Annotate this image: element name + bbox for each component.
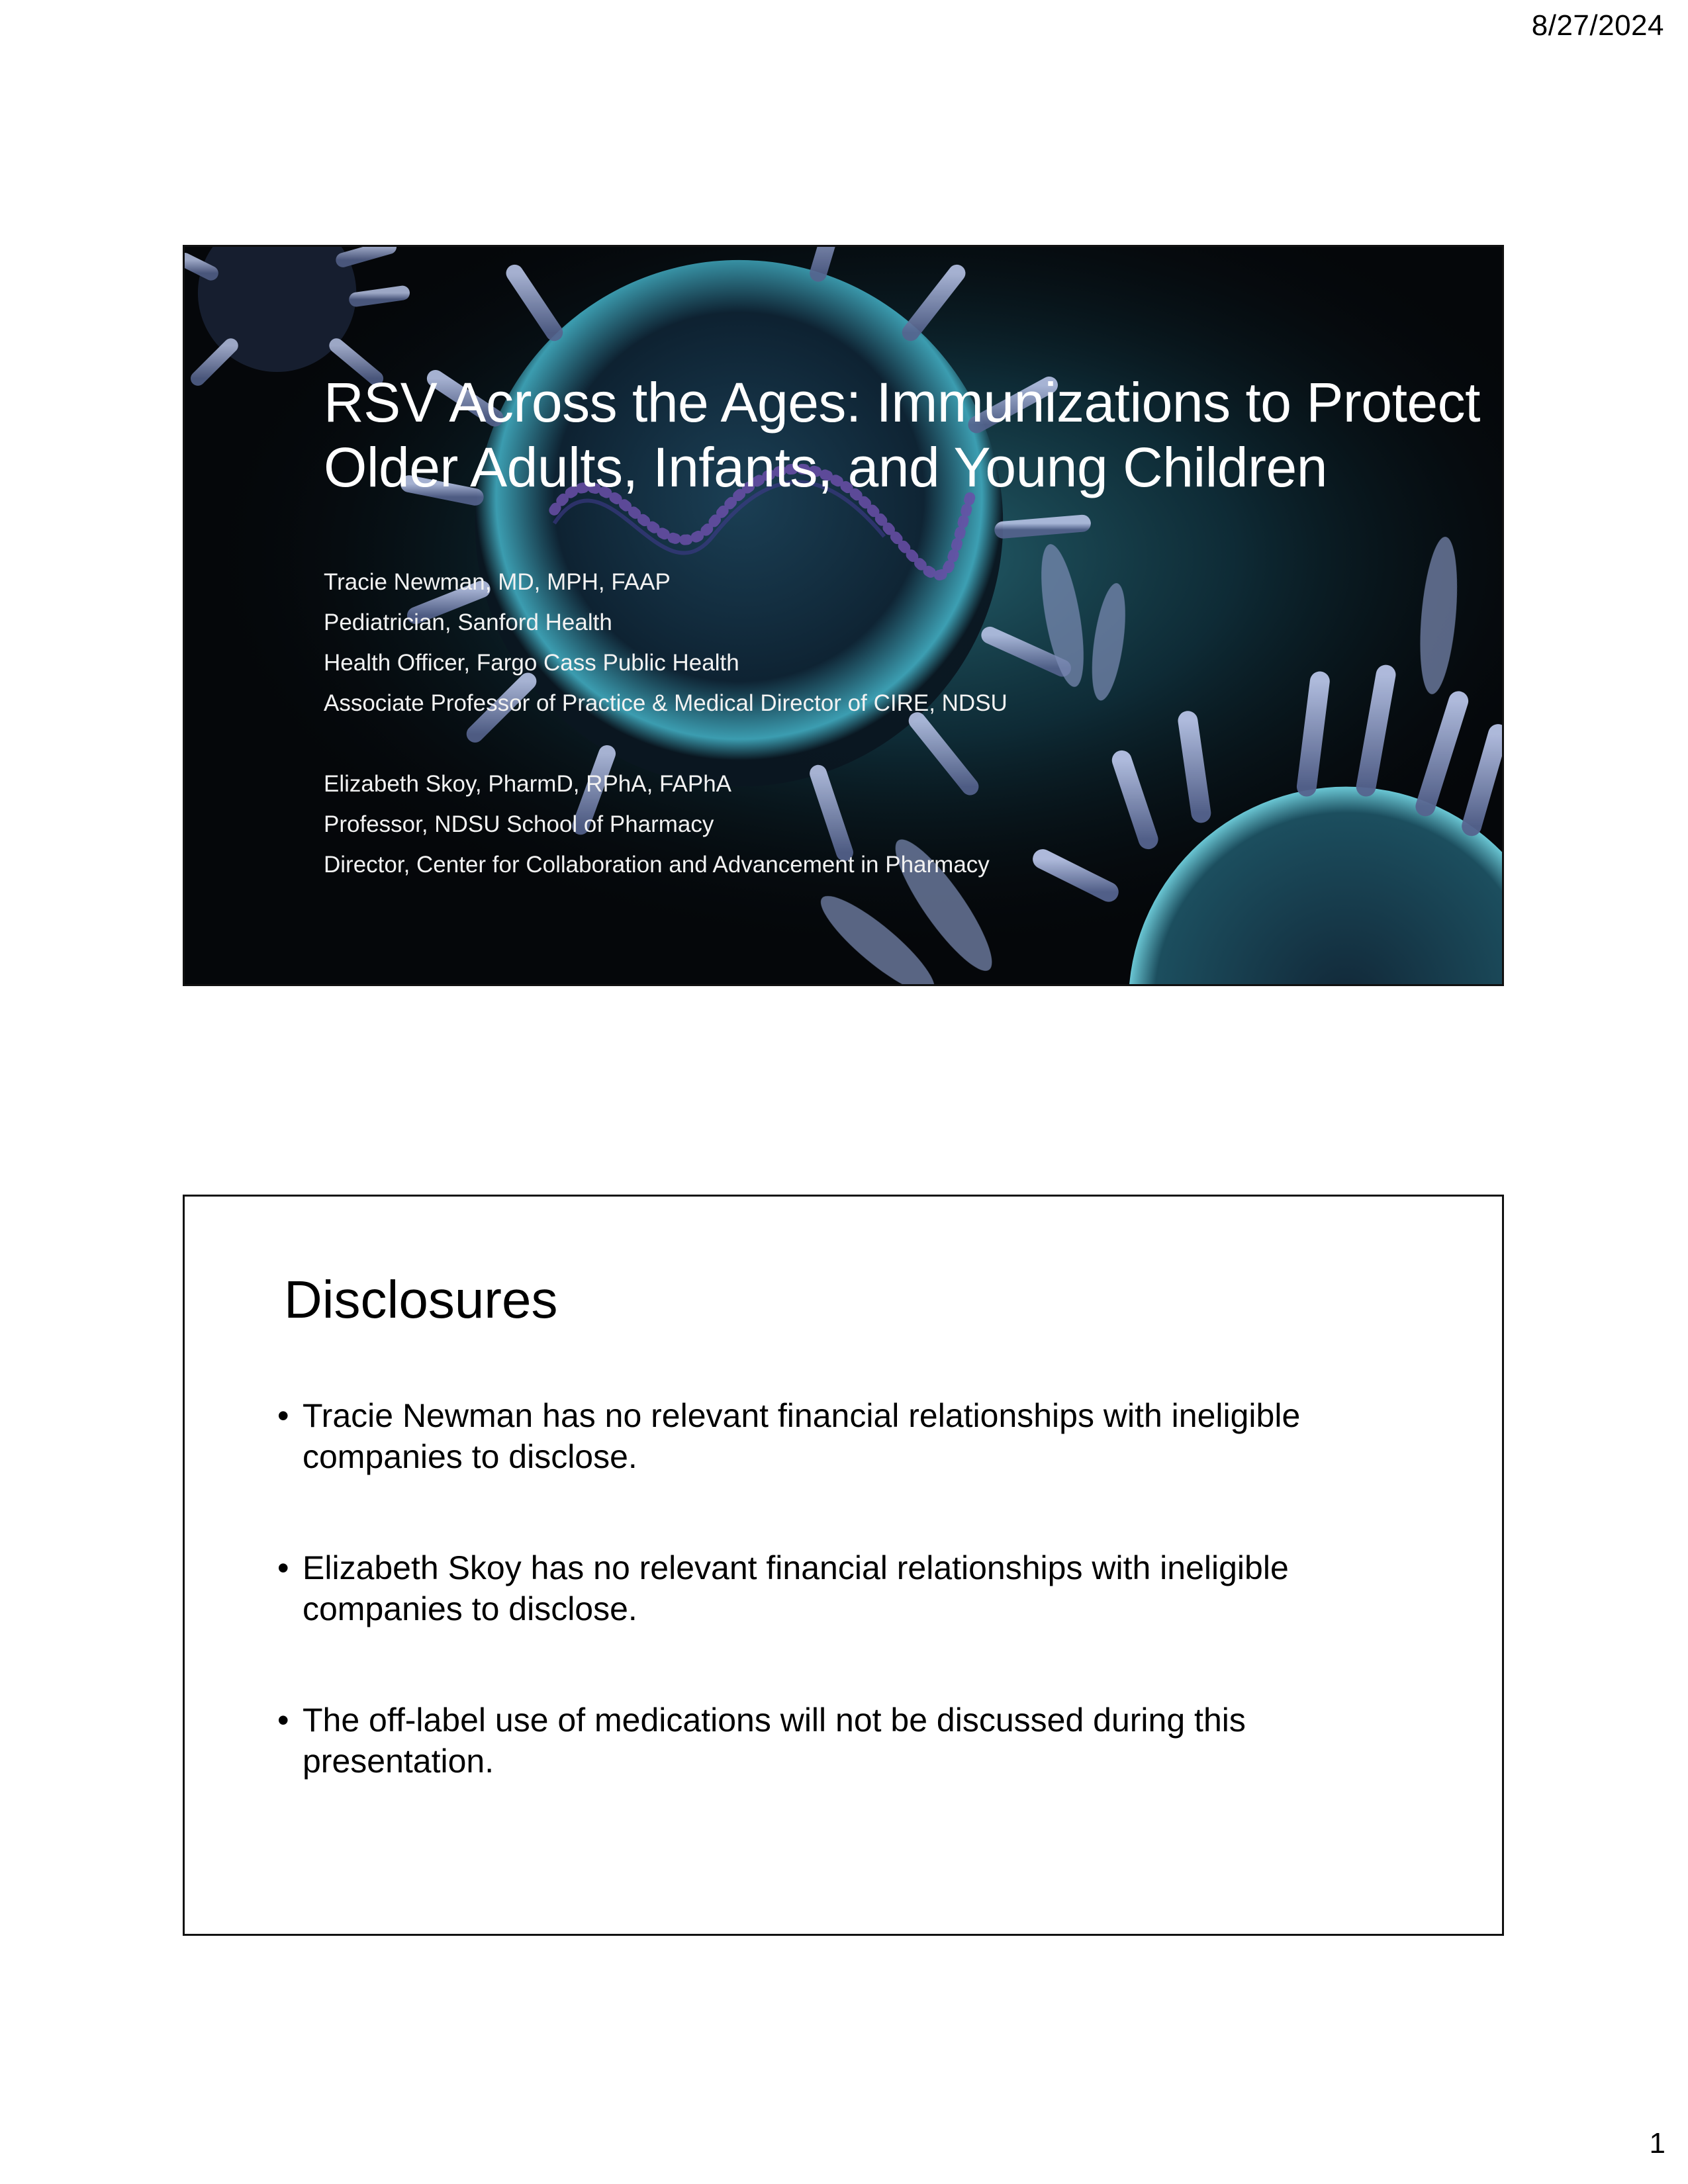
disclosure-text: Tracie Newman has no relevant financial relationships with ineligible companies to disclose. — [303, 1397, 1301, 1475]
presenter-2-role: Director, Center for Collaboration and Advancement in Pharmacy — [324, 852, 990, 878]
bullet-icon: • — [277, 1397, 289, 1434]
disclosures-heading: Disclosures — [284, 1270, 558, 1329]
disclosures-list — [277, 1395, 1403, 1852]
presenter-1-role: Health Officer, Fargo Cass Public Health — [324, 650, 739, 676]
page-date: 8/27/2024 — [1531, 9, 1664, 42]
presenter-2-role: Professor, NDSU School of Pharmacy — [324, 811, 714, 837]
presenter-list — [324, 562, 1008, 885]
page-number: 1 — [1649, 2127, 1665, 2160]
bullet-icon: • — [277, 1549, 289, 1586]
presenter-1-role: Associate Professor of Practice & Medical Director of CIRE, NDSU — [324, 690, 1008, 716]
slide-title — [324, 370, 1480, 500]
bullet-icon: • — [277, 1702, 289, 1739]
title-slide — [183, 245, 1504, 986]
disclosure-text: The off-label use of medications will not be discussed during this presentation. — [303, 1702, 1246, 1780]
presenter-spacer — [324, 723, 1008, 764]
list-item — [277, 1547, 1403, 1629]
presenter-1-role: Pediatrician, Sanford Health — [324, 610, 612, 635]
presenter-1-name: Tracie Newman, MD, MPH, FAAP — [324, 569, 671, 595]
list-item — [277, 1395, 1403, 1477]
list-item — [277, 1700, 1403, 1782]
slide-title-line-2: Older Adults, Infants, and Young Children — [324, 436, 1327, 498]
disclosure-text: Elizabeth Skoy has no relevant financial relationships with ineligible companies to disclose. — [303, 1549, 1289, 1627]
slide-title-line-1: RSV Across the Ages: Immunizations to Protect — [324, 371, 1480, 433]
presenter-2-name: Elizabeth Skoy, PharmD, RPhA, FAPhA — [324, 771, 732, 797]
disclosures-slide — [183, 1195, 1504, 1936]
